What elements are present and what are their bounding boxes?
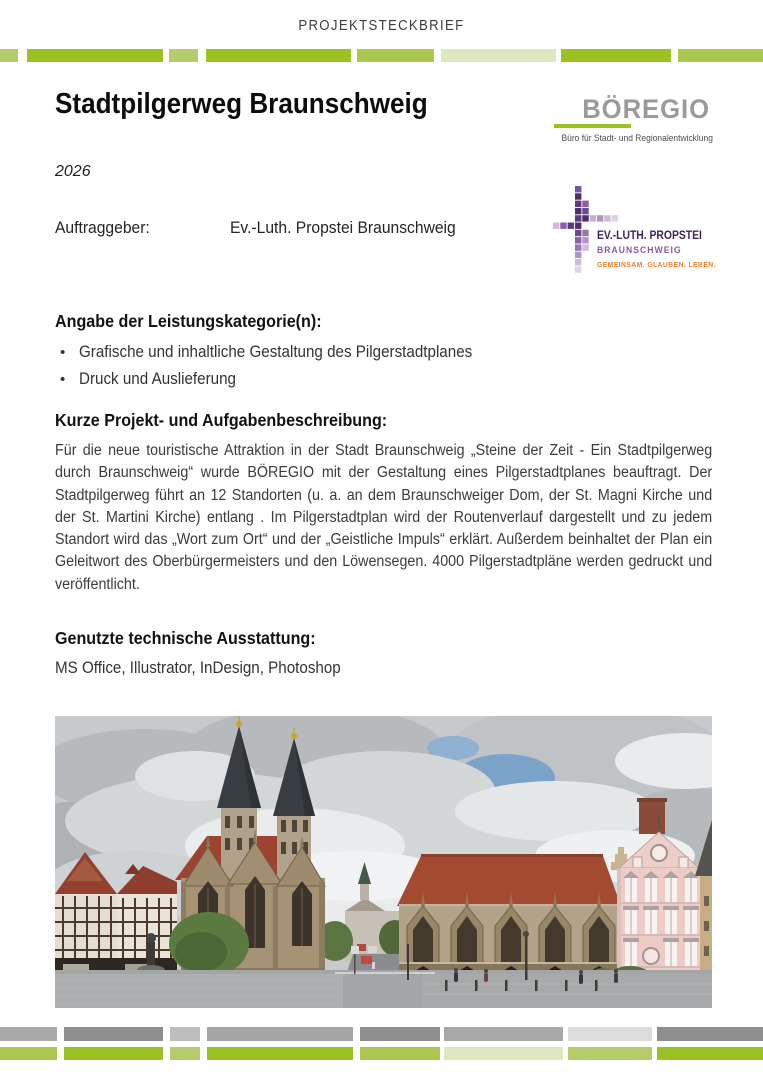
bar-segment	[444, 1047, 563, 1060]
section-heading: Angabe der Leistungskategorie(n):	[55, 311, 322, 331]
propstei-line2: BRAUNSCHWEIG	[597, 245, 682, 256]
project-year: 2026	[55, 163, 91, 180]
page-title	[55, 88, 469, 121]
document-type-title-text: PROJEKTSTECKBRIEF	[298, 17, 465, 34]
bar-segment	[207, 1047, 353, 1060]
bar-segment	[206, 49, 351, 62]
project-photo	[55, 716, 712, 1008]
propstei-logo	[553, 186, 715, 280]
list-item: • Druck und Auslieferung	[55, 369, 713, 390]
bar-segment	[357, 49, 434, 62]
leistungskategorie-list	[55, 342, 713, 390]
bar-segment	[64, 1027, 163, 1041]
bottom-divider-bar-gray	[0, 1027, 763, 1041]
bar-segment	[657, 1027, 763, 1041]
bottom-divider-bar-green	[0, 1047, 763, 1060]
propstei-line1: EV.-LUTH. PROPSTEI	[597, 230, 702, 242]
section-projektbeschreibung	[55, 410, 713, 596]
client-label: Auftraggeber:	[55, 218, 150, 237]
bar-segment	[0, 1047, 57, 1060]
boregio-wordmark: BÖREGIO	[582, 94, 710, 124]
bar-segment	[441, 49, 556, 62]
bar-segment	[170, 1027, 200, 1041]
client-value: Ev.-Luth. Propstei Braunschweig	[230, 218, 456, 237]
braunschweig-altstadtmarkt-photo	[55, 716, 712, 1008]
page-title-text: Stadtpilgerweg Braunschweig	[55, 88, 428, 120]
bar-segment	[657, 1047, 763, 1060]
bar-segment	[678, 49, 763, 62]
bar-segment	[568, 1027, 652, 1041]
bar-segment	[360, 1027, 440, 1041]
propstei-logo-text	[597, 230, 729, 269]
client-row	[55, 218, 555, 238]
bar-segment	[360, 1047, 440, 1060]
bar-segment	[64, 1047, 163, 1060]
bar-segment	[0, 49, 18, 62]
top-divider-bar	[0, 49, 763, 62]
boregio-subtitle: Büro für Stadt- und Regionalentwicklung	[561, 133, 713, 143]
project-description-text: Für die neue touristische Attraktion in der Stadt Braunschweig „Steine der Zeit - Ein Stadtpilgerweg durch Braunschweig“ wurde BÖREGIO mit der Gestaltung eines Pilgerstadtplanes beauftragt. Der Stadtpilgerweg führt an 12 Standorten (u. a. an dem Braunschweiger Dom, der St. Magni Kirche und der St. Martini Kirche) entlang . Im Pilgerstadtplan wird der Routenverlauf dargestellt und zu jedem Standort wird das „Wort zum Ort“ und der „Geistliche Impuls“ erklärt. Außerdem beinhaltet der Plan ein Geleitwort des Oberbürgermeisters und den Löwensegen. 4000 Pilgerstadtpläne werden gedruckt und veröffentlicht.	[55, 442, 713, 593]
bar-segment	[170, 1047, 200, 1060]
boregio-logo	[552, 94, 713, 143]
tools-text: MS Office, Illustrator, InDesign, Photoshop	[55, 659, 341, 677]
boregio-underline-accent	[554, 124, 631, 128]
section-heading: Genutzte technische Ausstattung:	[55, 628, 316, 648]
bar-segment	[444, 1027, 563, 1041]
bar-segment	[561, 49, 671, 62]
bar-segment	[27, 49, 163, 62]
bar-segment	[568, 1047, 652, 1060]
section-leistungskategorie	[55, 311, 713, 396]
document-type-title	[0, 17, 763, 34]
list-item: • Grafische und inhaltliche Gestaltung des Pilgerstadtplanes	[55, 342, 713, 363]
section-heading: Kurze Projekt- und Aufgabenbeschreibung:	[55, 410, 388, 430]
propstei-line3: GEMEINSAM. GLAUBEN. LEBEN.	[597, 260, 716, 269]
bar-segment	[169, 49, 198, 62]
bar-segment	[0, 1027, 57, 1041]
bar-segment	[207, 1027, 353, 1041]
section-technische-ausstattung	[55, 628, 713, 678]
